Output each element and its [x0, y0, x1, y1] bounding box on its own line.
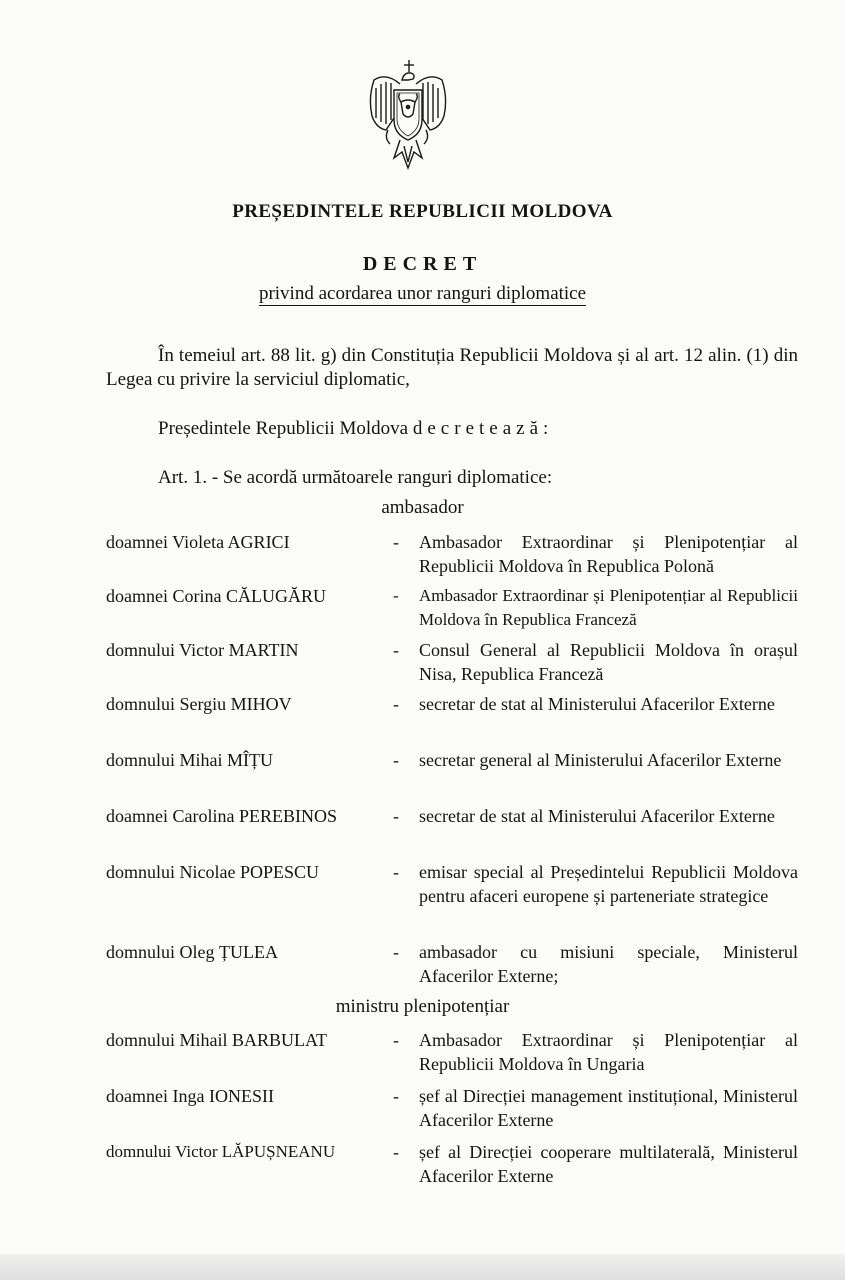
document-subject [0, 283, 845, 305]
recipient-position: Ambasador Extraordinar și Plenipotențiar al Republicii Moldova în Republica Franceză [419, 586, 798, 629]
recipient-position: secretar de stat al Ministerului Afacerilor Externe [419, 694, 775, 714]
issuer-heading: PREȘEDINTELE REPUBLICII MOLDOVA [232, 201, 613, 222]
separator-dash: - [393, 532, 399, 552]
recipient-name: domnului Nicolae POPESCU [106, 862, 320, 882]
decrees-prefix: Președintele Republicii Moldova [158, 418, 409, 439]
page-bottom-edge [0, 1254, 845, 1280]
recipient-name: domnului Mihai MÎȚU [106, 750, 273, 770]
recipient-name: doamnei Inga IONESII [106, 1086, 274, 1106]
recipient-position: șef al Direcției cooperare multilaterală, Ministerul Afacerilor Externe [419, 1142, 798, 1186]
decrees-verb: decretează: [412, 418, 554, 439]
recipient-name: doamnei Violeta AGRICI [106, 532, 290, 552]
article-1: Art. 1. - Se acordă următoarele ranguri diplomatice: [158, 467, 553, 488]
recipient-position: ambasador cu misiuni speciale, Ministerul Afacerilor Externe; [419, 942, 798, 986]
recipient-name: doamnei Carolina PEREBINOS [106, 806, 337, 826]
recipient-position: secretar general al Ministerului Afacerilor Externe [419, 750, 782, 770]
separator-dash: - [393, 1086, 399, 1106]
rank-heading-ministru-plenipotentiar: ministru plenipotențiar [335, 996, 510, 1017]
recipient-name: domnului Mihail BARBULAT [106, 1030, 328, 1050]
recipient-position: Consul General al Republicii Moldova în orașul Nisa, Republica Franceză [419, 640, 798, 684]
rank-heading-ambasador: ambasador [381, 497, 464, 518]
separator-dash: - [393, 750, 399, 770]
separator-dash: - [393, 586, 399, 605]
separator-dash: - [393, 640, 399, 660]
recipient-position: emisar special al Președintelui Republicii Moldova pentru afaceri europene și parteneriate strategice [419, 862, 798, 906]
document-type-heading: DECRET [362, 253, 483, 275]
recipient-name: domnului Sergiu MIHOV [106, 694, 292, 714]
separator-dash: - [393, 862, 399, 882]
recipient-name: domnului Oleg ȚULEA [106, 942, 278, 962]
recipient-position: Ambasador Extraordinar și Plenipotențiar al Republicii Moldova în Ungaria [419, 1030, 798, 1074]
recipient-position: Ambasador Extraordinar și Plenipotențiar al Republicii Moldova în Republica Polonă [419, 532, 798, 576]
separator-dash: - [393, 1142, 399, 1162]
recipient-position: secretar de stat al Ministerului Afacerilor Externe [419, 806, 775, 826]
document-subject-text: privind acordarea unor ranguri diplomatice [258, 283, 587, 304]
recipient-name: domnului Victor LĂPUȘNEANU [106, 1142, 336, 1161]
separator-dash: - [393, 942, 399, 962]
recipient-name: domnului Victor MARTIN [106, 640, 299, 660]
decrees-paragraph [158, 417, 553, 441]
legal-basis-paragraph: În temeiul art. 88 lit. g) din Constituția Republicii Moldova și al art. 12 alin. (1) din Legea cu privire la serviciul diplomatic, [106, 345, 798, 390]
separator-dash: - [393, 694, 399, 714]
recipient-position: șef al Direcției management instituțional, Ministerul Afacerilor Externe [419, 1086, 798, 1130]
separator-dash: - [393, 1030, 399, 1050]
moldova-coat-of-arms-icon [364, 58, 450, 174]
separator-dash: - [393, 806, 399, 826]
recipient-name: doamnei Corina CĂLUGĂRU [106, 586, 326, 606]
